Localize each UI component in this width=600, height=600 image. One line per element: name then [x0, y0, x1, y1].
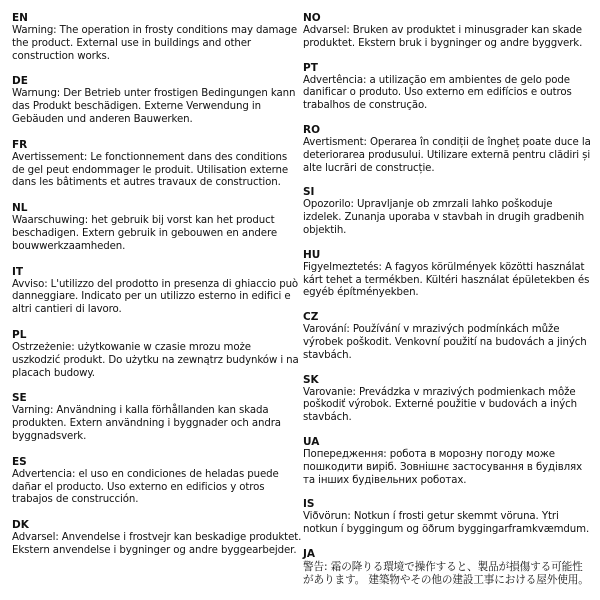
language-code: EN: [12, 12, 28, 24]
warning-entry-hu: [303, 249, 591, 300]
warning-entry-nl: [12, 202, 302, 253]
warning-entry-pt: [303, 62, 591, 113]
warning-text: Advarsel: Anvendelse i frostvejr kan beskadige produktet. Ekstern anvendelse i bygninger og andre byggearbejder.: [12, 532, 302, 556]
warning-text: Varování: Používání v mrazivých podmínkách může výrobek poškodit. Venkovní použití na budovách a jiných stavbách.: [303, 324, 587, 361]
warning-entry-de: [12, 75, 302, 126]
warning-text: 警告: 霜の降りる環境で操作すると、製品が損傷する可能性があります。 建築物やその他の建設工事における屋外使用。: [303, 560, 589, 586]
warning-entry-se: [12, 392, 302, 443]
language-code: IS: [303, 498, 315, 511]
warning-entry-es: [12, 456, 302, 507]
warning-entry-cz: [303, 311, 591, 362]
language-code: RO: [303, 123, 321, 136]
warning-text: Avertissement: Le fonctionnement dans des conditions de gel peut endommager le produit. Utilisation externe dans les bâtiments et autres travaux de construction.: [12, 151, 289, 189]
language-code: SE: [12, 392, 27, 405]
warning-text: Figyelmeztetés: A fagyos körülmények közötti használat kárt tehet a termékben. Kültéri használat épületekben és egyéb építményekben.: [303, 261, 590, 299]
language-code: IT: [12, 265, 24, 278]
warning-entry-dk: [12, 519, 302, 558]
warning-text: Advertencia: el uso en condiciones de heladas puede dañar el producto. Uso externo en edificios y otros trabajos de construcción.: [12, 468, 279, 506]
language-code: NO: [303, 12, 321, 24]
warning-entry-si: [303, 186, 591, 237]
language-code: DK: [12, 519, 29, 532]
language-code: JA: [303, 547, 316, 560]
warning-text: Warning: The operation in frosty conditions may damage the product. External use in buildings and other construction works.: [12, 25, 298, 62]
language-code: PL: [12, 328, 27, 341]
warning-text: Advertência: a utilização em ambientes de gelo pode danificar o produto. Uso externo em edifícios e outros trabalhos de construção.: [303, 74, 572, 112]
warning-text: Viðvörun: Notkun í frosti getur skemmt vöruna. Ytri notkun í byggingum og öðrum byggingarframkvæmdum.: [303, 511, 590, 536]
warning-entry-ro: [303, 124, 591, 175]
language-code: CZ: [303, 311, 319, 324]
warning-entry-ua: [303, 436, 591, 487]
warning-text: Ostrzeżenie: użytkowanie w czasie mrozu może uszkodzić produkt. Do użytku na zewnątrz budynków i na placach budowy.: [12, 341, 299, 379]
warning-text: Advarsel: Bruken av produktet i minusgrader kan skade produktet. Ekstern bruk i bygninger og andre byggverk.: [303, 25, 583, 49]
warning-entry-fr: [12, 139, 302, 190]
warning-entry-is: [303, 498, 591, 537]
warning-text: Avertisment: Operarea în condiții de îngheț poate duce la deteriorarea produsului. Utilizare externă pentru clădiri și alte lucrări de construcție.: [303, 136, 591, 174]
warning-text: Opozorilo: Upravljanje ob zmrzali lahko poškoduje izdelek. Zunanja uporaba v stavbah in drugih gradbenih objektih.: [303, 199, 585, 236]
left-column: [12, 12, 302, 570]
warning-text: Varning: Användning i kalla förhållanden kan skada produkten. Extern användning i byggnader och andra byggnadsverk.: [12, 405, 281, 442]
language-code: UA: [303, 435, 320, 448]
language-code: HU: [303, 248, 321, 261]
warning-entry-no: [303, 12, 591, 51]
warning-text: Warnung: Der Betrieb unter frostigen Bedingungen kann das Produkt beschädigen. Externe Verwendung in Gebäuden und anderen Bauwerken.: [12, 88, 296, 125]
warning-text: Попередження: робота в морозну погоду може пошкодити виріб. Зовнішнє застосування в будівлях та інших будівельних роботах.: [303, 448, 583, 486]
warning-entry-en: [12, 12, 302, 63]
warning-entry-it: [12, 266, 302, 317]
language-code: SK: [303, 373, 319, 386]
language-code: ES: [12, 455, 27, 468]
language-code: NL: [12, 202, 28, 215]
language-code: SI: [303, 186, 315, 199]
warning-entry-pl: [12, 329, 302, 380]
language-code: PT: [303, 61, 318, 74]
warning-text: Varovanie: Prevádzka v mrazivých podmienkach môže poškodiť výrobok. Externé použitie v budovách a iných stavbách.: [303, 386, 578, 424]
right-column: [303, 12, 591, 598]
language-code: FR: [12, 138, 28, 151]
warning-entry-sk: [303, 374, 591, 425]
language-code: DE: [12, 75, 28, 88]
warning-text: Avviso: L'utilizzo del prodotto in presenza di ghiaccio può danneggiare. Indicato per un utilizzo esterno in edifici e altri cantieri di lavoro.: [12, 278, 299, 316]
warning-entry-ja: [303, 548, 591, 587]
warning-text: Waarschuwing: het gebruik bij vorst kan het product beschadigen. Extern gebruik in gebouwen en andere bouwwerkzaamheden.: [12, 215, 277, 252]
